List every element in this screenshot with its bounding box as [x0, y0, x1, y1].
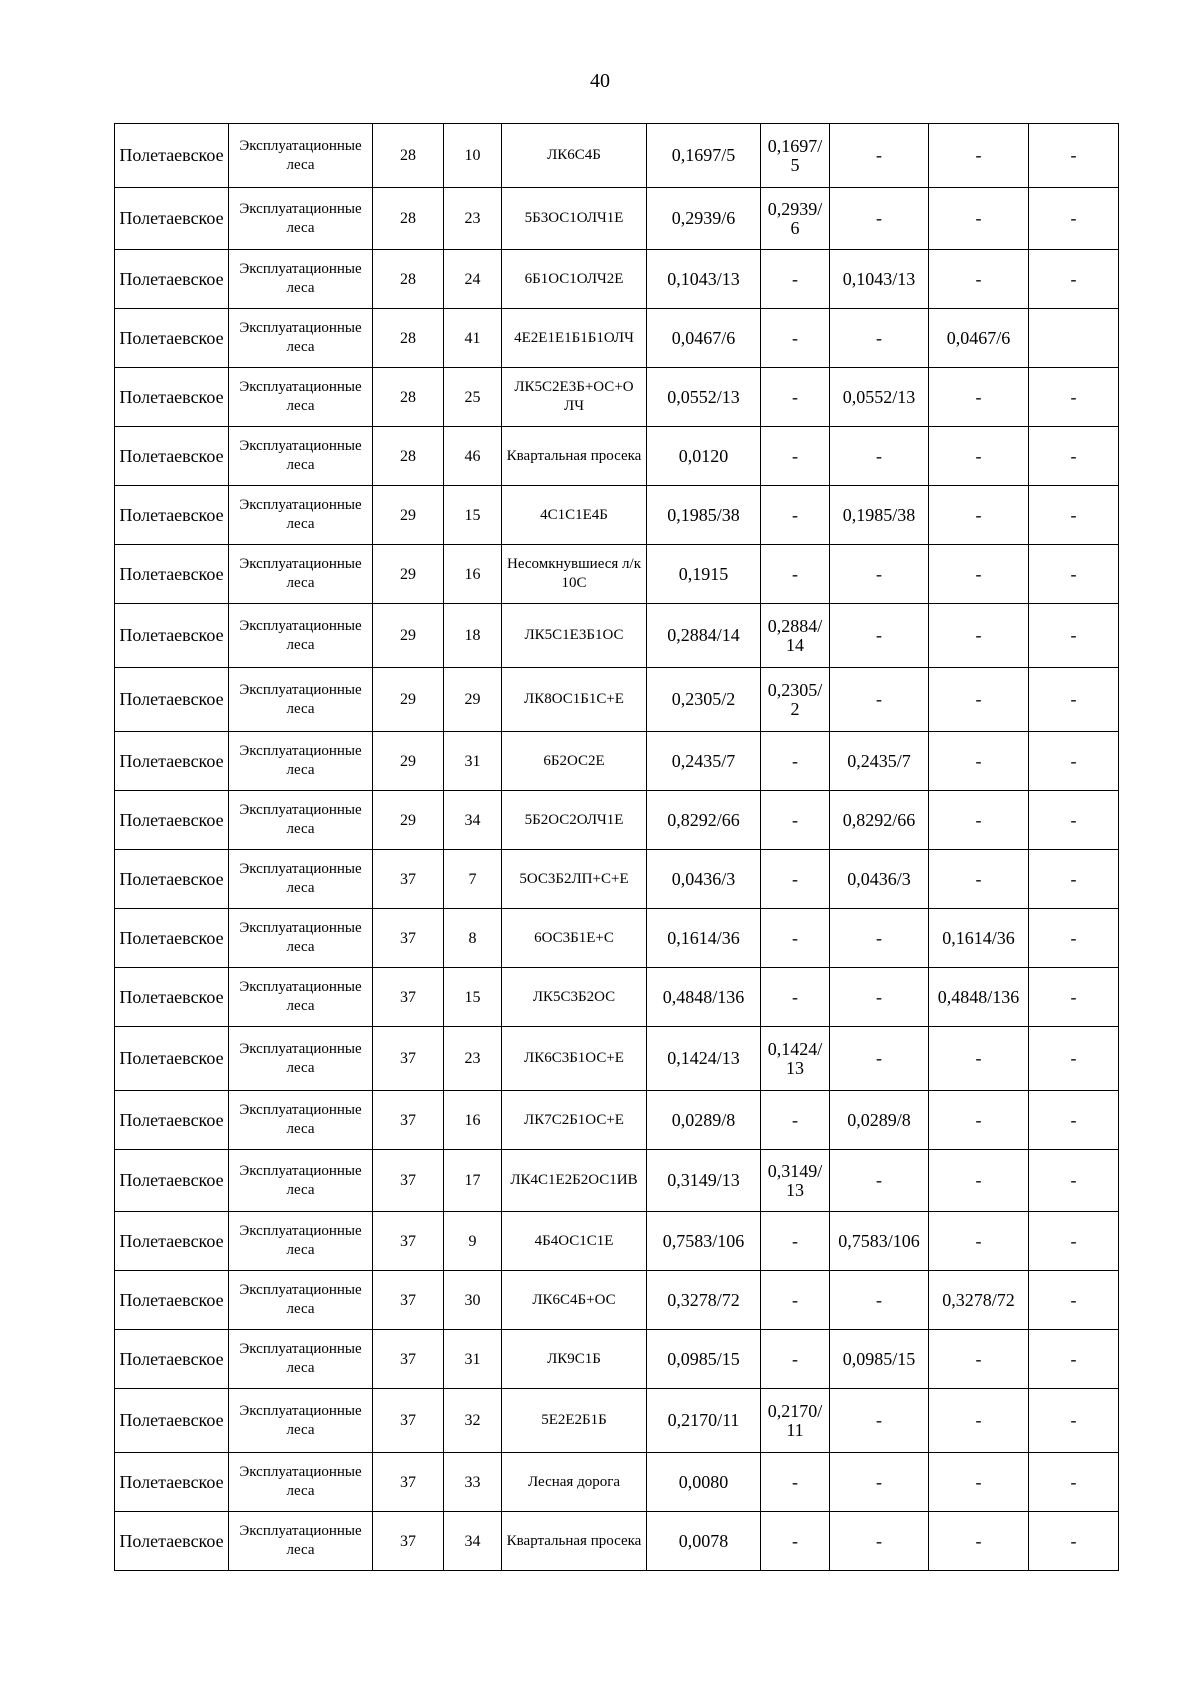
- value-col-2-cell: 0,1043/13: [830, 250, 929, 309]
- value-col-3-cell: -: [929, 1453, 1029, 1512]
- forest-category-cell: Эксплуатационные леса: [229, 1389, 373, 1453]
- forest-category-cell: Эксплуатационные леса: [229, 668, 373, 732]
- value-col-4-cell: -: [1029, 1150, 1119, 1212]
- value-col-3-cell: -: [929, 732, 1029, 791]
- composition-cell: Несомкнувшиеся л/к 10С: [502, 545, 647, 604]
- quarter-number-cell: 29: [373, 668, 444, 732]
- table-body: [115, 124, 1119, 1571]
- table-row: [115, 668, 1119, 732]
- section-number-cell: 18: [444, 604, 502, 668]
- quarter-number-cell: 37: [373, 1453, 444, 1512]
- value-col-4-cell: -: [1029, 604, 1119, 668]
- section-number-cell: 15: [444, 486, 502, 545]
- forestry-name-cell: Полетаевское: [115, 1389, 229, 1453]
- value-col-2-cell: 0,8292/66: [830, 791, 929, 850]
- table-row: [115, 968, 1119, 1027]
- forestry-name-cell: Полетаевское: [115, 1271, 229, 1330]
- value-col-1-cell: -: [761, 791, 830, 850]
- section-number-cell: 23: [444, 1027, 502, 1091]
- composition-cell: 6ОС3Б1Е+С: [502, 909, 647, 968]
- table-row: [115, 791, 1119, 850]
- table-row: [115, 1512, 1119, 1571]
- section-number-cell: 10: [444, 124, 502, 188]
- value-col-1-cell: -: [761, 1453, 830, 1512]
- value-col-2-cell: -: [830, 604, 929, 668]
- quarter-number-cell: 37: [373, 1330, 444, 1389]
- value-col-3-cell: 0,1614/36: [929, 909, 1029, 968]
- value-col-3-cell: -: [929, 1091, 1029, 1150]
- forestry-name-cell: Полетаевское: [115, 486, 229, 545]
- forest-category-cell: Эксплуатационные леса: [229, 1150, 373, 1212]
- section-number-cell: 31: [444, 732, 502, 791]
- area-cell: 0,2884/14: [647, 604, 761, 668]
- area-cell: 0,4848/136: [647, 968, 761, 1027]
- table-row: [115, 1150, 1119, 1212]
- forest-category-cell: Эксплуатационные леса: [229, 1091, 373, 1150]
- value-col-4-cell: [1029, 309, 1119, 368]
- quarter-number-cell: 37: [373, 968, 444, 1027]
- composition-cell: ЛК5С3Б2ОС: [502, 968, 647, 1027]
- section-number-cell: 29: [444, 668, 502, 732]
- forestry-name-cell: Полетаевское: [115, 850, 229, 909]
- forestry-name-cell: Полетаевское: [115, 1453, 229, 1512]
- value-col-1-cell: -: [761, 1271, 830, 1330]
- quarter-number-cell: 37: [373, 1512, 444, 1571]
- value-col-4-cell: -: [1029, 909, 1119, 968]
- composition-cell: Квартальная просека: [502, 427, 647, 486]
- composition-cell: 5ОС3Б2ЛП+С+Е: [502, 850, 647, 909]
- value-col-4-cell: -: [1029, 668, 1119, 732]
- value-col-3-cell: -: [929, 668, 1029, 732]
- composition-cell: 4Е2Е1Е1Б1Б1ОЛЧ: [502, 309, 647, 368]
- area-cell: 0,3278/72: [647, 1271, 761, 1330]
- forest-plots-table: [114, 123, 1119, 1571]
- value-col-4-cell: -: [1029, 1389, 1119, 1453]
- value-col-3-cell: -: [929, 188, 1029, 250]
- forestry-name-cell: Полетаевское: [115, 250, 229, 309]
- section-number-cell: 33: [444, 1453, 502, 1512]
- value-col-4-cell: -: [1029, 1027, 1119, 1091]
- forest-category-cell: Эксплуатационные леса: [229, 124, 373, 188]
- forest-category-cell: Эксплуатационные леса: [229, 188, 373, 250]
- quarter-number-cell: 28: [373, 309, 444, 368]
- value-col-2-cell: -: [830, 124, 929, 188]
- value-col-4-cell: -: [1029, 368, 1119, 427]
- area-cell: 0,0436/3: [647, 850, 761, 909]
- table-row: [115, 250, 1119, 309]
- section-number-cell: 34: [444, 791, 502, 850]
- value-col-4-cell: -: [1029, 1212, 1119, 1271]
- area-cell: 0,1697/5: [647, 124, 761, 188]
- table-row: [115, 850, 1119, 909]
- value-col-1-cell: -: [761, 1212, 830, 1271]
- composition-cell: ЛК6С3Б1ОС+Е: [502, 1027, 647, 1091]
- value-col-2-cell: -: [830, 1512, 929, 1571]
- value-col-2-cell: -: [830, 309, 929, 368]
- quarter-number-cell: 37: [373, 1389, 444, 1453]
- section-number-cell: 7: [444, 850, 502, 909]
- quarter-number-cell: 29: [373, 545, 444, 604]
- value-col-4-cell: -: [1029, 1091, 1119, 1150]
- quarter-number-cell: 37: [373, 1271, 444, 1330]
- value-col-1-cell: -: [761, 250, 830, 309]
- section-number-cell: 24: [444, 250, 502, 309]
- value-col-4-cell: -: [1029, 791, 1119, 850]
- value-col-2-cell: -: [830, 668, 929, 732]
- value-col-3-cell: -: [929, 545, 1029, 604]
- value-col-4-cell: -: [1029, 124, 1119, 188]
- quarter-number-cell: 29: [373, 791, 444, 850]
- table-row: [115, 1389, 1119, 1453]
- table-row: [115, 1330, 1119, 1389]
- value-col-2-cell: 0,2435/7: [830, 732, 929, 791]
- forest-category-cell: Эксплуатационные леса: [229, 732, 373, 791]
- quarter-number-cell: 29: [373, 732, 444, 791]
- composition-cell: ЛК8ОС1Б1С+Е: [502, 668, 647, 732]
- forestry-name-cell: Полетаевское: [115, 545, 229, 604]
- forestry-name-cell: Полетаевское: [115, 427, 229, 486]
- value-col-4-cell: -: [1029, 732, 1119, 791]
- composition-cell: ЛК6С4Б: [502, 124, 647, 188]
- forestry-name-cell: Полетаевское: [115, 668, 229, 732]
- quarter-number-cell: 37: [373, 850, 444, 909]
- area-cell: 0,0120: [647, 427, 761, 486]
- value-col-4-cell: -: [1029, 968, 1119, 1027]
- forest-category-cell: Эксплуатационные леса: [229, 1453, 373, 1512]
- forestry-name-cell: Полетаевское: [115, 604, 229, 668]
- composition-cell: 6Б2ОС2Е: [502, 732, 647, 791]
- table-row: [115, 909, 1119, 968]
- value-col-3-cell: -: [929, 368, 1029, 427]
- value-col-2-cell: -: [830, 545, 929, 604]
- value-col-3-cell: -: [929, 1027, 1029, 1091]
- composition-cell: ЛК7С2Б1ОС+Е: [502, 1091, 647, 1150]
- quarter-number-cell: 28: [373, 368, 444, 427]
- composition-cell: ЛК5С2Е3Б+ОС+О ЛЧ: [502, 368, 647, 427]
- section-number-cell: 34: [444, 1512, 502, 1571]
- value-col-4-cell: -: [1029, 486, 1119, 545]
- quarter-number-cell: 29: [373, 604, 444, 668]
- value-col-2-cell: 0,0552/13: [830, 368, 929, 427]
- table-row: [115, 1212, 1119, 1271]
- area-cell: 0,1424/13: [647, 1027, 761, 1091]
- area-cell: 0,0078: [647, 1512, 761, 1571]
- forestry-name-cell: Полетаевское: [115, 309, 229, 368]
- value-col-1-cell: -: [761, 1512, 830, 1571]
- composition-cell: ЛК4С1Е2Б2ОС1ИВ: [502, 1150, 647, 1212]
- forestry-name-cell: Полетаевское: [115, 1027, 229, 1091]
- value-col-1-cell: 0,2884/ 14: [761, 604, 830, 668]
- forestry-name-cell: Полетаевское: [115, 1150, 229, 1212]
- quarter-number-cell: 29: [373, 486, 444, 545]
- forest-category-cell: Эксплуатационные леса: [229, 1271, 373, 1330]
- forest-category-cell: Эксплуатационные леса: [229, 1212, 373, 1271]
- section-number-cell: 16: [444, 1091, 502, 1150]
- area-cell: 0,1915: [647, 545, 761, 604]
- composition-cell: 5Е2Е2Б1Б: [502, 1389, 647, 1453]
- forestry-name-cell: Полетаевское: [115, 1512, 229, 1571]
- section-number-cell: 46: [444, 427, 502, 486]
- value-col-4-cell: -: [1029, 250, 1119, 309]
- area-cell: 0,0552/13: [647, 368, 761, 427]
- area-cell: 0,7583/106: [647, 1212, 761, 1271]
- composition-cell: 5Б3ОС1ОЛЧ1Е: [502, 188, 647, 250]
- area-cell: 0,0080: [647, 1453, 761, 1512]
- value-col-1-cell: -: [761, 850, 830, 909]
- area-cell: 0,2939/6: [647, 188, 761, 250]
- value-col-3-cell: -: [929, 1212, 1029, 1271]
- value-col-3-cell: -: [929, 250, 1029, 309]
- forest-category-cell: Эксплуатационные леса: [229, 968, 373, 1027]
- section-number-cell: 9: [444, 1212, 502, 1271]
- section-number-cell: 32: [444, 1389, 502, 1453]
- value-col-1-cell: -: [761, 968, 830, 1027]
- value-col-3-cell: -: [929, 1389, 1029, 1453]
- value-col-1-cell: -: [761, 1330, 830, 1389]
- composition-cell: Лесная дорога: [502, 1453, 647, 1512]
- value-col-1-cell: -: [761, 1091, 830, 1150]
- value-col-3-cell: -: [929, 486, 1029, 545]
- quarter-number-cell: 37: [373, 1150, 444, 1212]
- value-col-2-cell: -: [830, 188, 929, 250]
- table-row: [115, 486, 1119, 545]
- forest-category-cell: Эксплуатационные леса: [229, 1512, 373, 1571]
- value-col-4-cell: -: [1029, 545, 1119, 604]
- table-row: [115, 732, 1119, 791]
- value-col-2-cell: -: [830, 1389, 929, 1453]
- section-number-cell: 15: [444, 968, 502, 1027]
- area-cell: 0,2170/11: [647, 1389, 761, 1453]
- table-row: [115, 545, 1119, 604]
- value-col-4-cell: -: [1029, 1453, 1119, 1512]
- value-col-2-cell: 0,7583/106: [830, 1212, 929, 1271]
- forest-category-cell: Эксплуатационные леса: [229, 427, 373, 486]
- quarter-number-cell: 37: [373, 1027, 444, 1091]
- value-col-2-cell: -: [830, 1271, 929, 1330]
- value-col-3-cell: -: [929, 1512, 1029, 1571]
- quarter-number-cell: 28: [373, 427, 444, 486]
- value-col-3-cell: -: [929, 850, 1029, 909]
- value-col-2-cell: -: [830, 909, 929, 968]
- section-number-cell: 8: [444, 909, 502, 968]
- value-col-2-cell: 0,0436/3: [830, 850, 929, 909]
- value-col-3-cell: 0,4848/136: [929, 968, 1029, 1027]
- area-cell: 0,8292/66: [647, 791, 761, 850]
- value-col-2-cell: 0,0289/8: [830, 1091, 929, 1150]
- table-row: [115, 1027, 1119, 1091]
- value-col-3-cell: -: [929, 604, 1029, 668]
- forest-category-cell: Эксплуатационные леса: [229, 250, 373, 309]
- value-col-1-cell: -: [761, 732, 830, 791]
- value-col-3-cell: -: [929, 1330, 1029, 1389]
- section-number-cell: 31: [444, 1330, 502, 1389]
- area-cell: 0,3149/13: [647, 1150, 761, 1212]
- table-row: [115, 604, 1119, 668]
- value-col-3-cell: 0,3278/72: [929, 1271, 1029, 1330]
- area-cell: 0,0985/15: [647, 1330, 761, 1389]
- forestry-name-cell: Полетаевское: [115, 1091, 229, 1150]
- value-col-3-cell: -: [929, 124, 1029, 188]
- forest-category-cell: Эксплуатационные леса: [229, 486, 373, 545]
- value-col-3-cell: -: [929, 1150, 1029, 1212]
- section-number-cell: 23: [444, 188, 502, 250]
- quarter-number-cell: 28: [373, 250, 444, 309]
- value-col-3-cell: -: [929, 791, 1029, 850]
- value-col-2-cell: -: [830, 968, 929, 1027]
- forestry-name-cell: Полетаевское: [115, 188, 229, 250]
- page-number: 40: [590, 70, 610, 92]
- value-col-4-cell: -: [1029, 427, 1119, 486]
- forest-category-cell: Эксплуатационные леса: [229, 368, 373, 427]
- section-number-cell: 41: [444, 309, 502, 368]
- value-col-2-cell: -: [830, 1150, 929, 1212]
- value-col-4-cell: -: [1029, 1271, 1119, 1330]
- composition-cell: ЛК9С1Б: [502, 1330, 647, 1389]
- forestry-name-cell: Полетаевское: [115, 124, 229, 188]
- composition-cell: ЛК5С1Е3Б1ОС: [502, 604, 647, 668]
- table-row: [115, 188, 1119, 250]
- value-col-4-cell: -: [1029, 850, 1119, 909]
- value-col-4-cell: -: [1029, 188, 1119, 250]
- composition-cell: Квартальная просека: [502, 1512, 647, 1571]
- value-col-1-cell: -: [761, 909, 830, 968]
- forest-category-cell: Эксплуатационные леса: [229, 1330, 373, 1389]
- section-number-cell: 17: [444, 1150, 502, 1212]
- quarter-number-cell: 37: [373, 1091, 444, 1150]
- value-col-4-cell: -: [1029, 1330, 1119, 1389]
- area-cell: 0,1043/13: [647, 250, 761, 309]
- value-col-1-cell: -: [761, 368, 830, 427]
- value-col-1-cell: 0,2170/ 11: [761, 1389, 830, 1453]
- value-col-2-cell: 0,0985/15: [830, 1330, 929, 1389]
- composition-cell: 5Б2ОС2ОЛЧ1Е: [502, 791, 647, 850]
- value-col-1-cell: -: [761, 545, 830, 604]
- forest-category-cell: Эксплуатационные леса: [229, 850, 373, 909]
- composition-cell: 4Б4ОС1С1Е: [502, 1212, 647, 1271]
- area-cell: 0,2305/2: [647, 668, 761, 732]
- quarter-number-cell: 28: [373, 188, 444, 250]
- value-col-2-cell: -: [830, 1453, 929, 1512]
- composition-cell: 4С1С1Е4Б: [502, 486, 647, 545]
- quarter-number-cell: 28: [373, 124, 444, 188]
- table-row: [115, 368, 1119, 427]
- table-row: [115, 1091, 1119, 1150]
- table-row: [115, 1271, 1119, 1330]
- value-col-1-cell: -: [761, 309, 830, 368]
- section-number-cell: 25: [444, 368, 502, 427]
- value-col-1-cell: -: [761, 486, 830, 545]
- quarter-number-cell: 37: [373, 909, 444, 968]
- value-col-1-cell: 0,1697/ 5: [761, 124, 830, 188]
- forest-category-cell: Эксплуатационные леса: [229, 545, 373, 604]
- forest-category-cell: Эксплуатационные леса: [229, 909, 373, 968]
- value-col-1-cell: 0,2305/ 2: [761, 668, 830, 732]
- composition-cell: 6Б1ОС1ОЛЧ2Е: [502, 250, 647, 309]
- quarter-number-cell: 37: [373, 1212, 444, 1271]
- forest-category-cell: Эксплуатационные леса: [229, 1027, 373, 1091]
- value-col-1-cell: 0,2939/ 6: [761, 188, 830, 250]
- forestry-name-cell: Полетаевское: [115, 368, 229, 427]
- forest-category-cell: Эксплуатационные леса: [229, 604, 373, 668]
- value-col-2-cell: 0,1985/38: [830, 486, 929, 545]
- value-col-4-cell: -: [1029, 1512, 1119, 1571]
- section-number-cell: 16: [444, 545, 502, 604]
- area-cell: 0,1985/38: [647, 486, 761, 545]
- forestry-name-cell: Полетаевское: [115, 1330, 229, 1389]
- forestry-name-cell: Полетаевское: [115, 732, 229, 791]
- forestry-name-cell: Полетаевское: [115, 909, 229, 968]
- composition-cell: ЛК6С4Б+ОС: [502, 1271, 647, 1330]
- value-col-3-cell: -: [929, 427, 1029, 486]
- forestry-name-cell: Полетаевское: [115, 968, 229, 1027]
- section-number-cell: 30: [444, 1271, 502, 1330]
- forest-category-cell: Эксплуатационные леса: [229, 791, 373, 850]
- area-cell: 0,1614/36: [647, 909, 761, 968]
- table-row: [115, 1453, 1119, 1512]
- area-cell: 0,2435/7: [647, 732, 761, 791]
- value-col-1-cell: 0,1424/ 13: [761, 1027, 830, 1091]
- forestry-name-cell: Полетаевское: [115, 1212, 229, 1271]
- value-col-2-cell: -: [830, 1027, 929, 1091]
- table-row: [115, 427, 1119, 486]
- area-cell: 0,0289/8: [647, 1091, 761, 1150]
- forest-category-cell: Эксплуатационные леса: [229, 309, 373, 368]
- value-col-2-cell: -: [830, 427, 929, 486]
- area-cell: 0,0467/6: [647, 309, 761, 368]
- table-row: [115, 309, 1119, 368]
- value-col-1-cell: -: [761, 427, 830, 486]
- table-row: [115, 124, 1119, 188]
- forestry-name-cell: Полетаевское: [115, 791, 229, 850]
- value-col-1-cell: 0,3149/ 13: [761, 1150, 830, 1212]
- value-col-3-cell: 0,0467/6: [929, 309, 1029, 368]
